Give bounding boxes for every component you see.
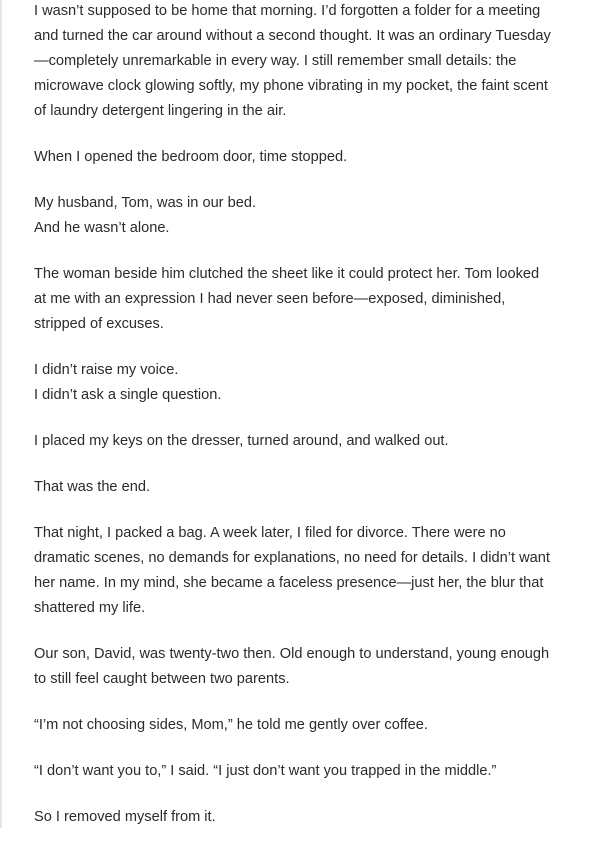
text-line: When I opened the bedroom door, time stopped. bbox=[34, 149, 348, 165]
paragraph-10 bbox=[34, 713, 582, 738]
text-line: That night, I packed a bag. A week later, I filed for divorce. There were no bbox=[34, 525, 506, 541]
text-line: So I removed myself from it. bbox=[34, 809, 216, 825]
article-body bbox=[34, 0, 582, 851]
text-line: stripped of excuses. bbox=[34, 316, 164, 332]
paragraph-11 bbox=[34, 759, 582, 784]
paragraph-5 bbox=[34, 358, 582, 408]
text-line: and turned the car around without a second thought. It was an ordinary Tuesday bbox=[34, 28, 551, 44]
text-line: I wasn’t supposed to be home that morning. I’d forgotten a folder for a meeting bbox=[34, 3, 541, 19]
text-line: of laundry detergent lingering in the air. bbox=[34, 103, 287, 119]
paragraph-12 bbox=[34, 805, 582, 830]
paragraph-9 bbox=[34, 642, 582, 692]
text-line: I didn’t raise my voice. bbox=[34, 362, 179, 378]
text-line: dramatic scenes, no demands for explanations, no need for details. I didn’t want bbox=[34, 550, 550, 566]
text-line: I didn’t ask a single question. bbox=[34, 387, 222, 403]
paragraph-2 bbox=[34, 145, 582, 170]
text-line: The woman beside him clutched the sheet like it could protect her. Tom looked bbox=[34, 266, 540, 282]
text-line: I placed my keys on the dresser, turned around, and walked out. bbox=[34, 433, 449, 449]
text-line: My husband, Tom, was in our bed. bbox=[34, 195, 256, 211]
left-border bbox=[0, 0, 2, 828]
text-line: shattered my life. bbox=[34, 600, 146, 616]
paragraph-1 bbox=[34, 0, 582, 124]
text-line: microwave clock glowing softly, my phone vibrating in my pocket, the faint scent bbox=[34, 78, 548, 94]
text-line: And he wasn’t alone. bbox=[34, 220, 170, 236]
text-line: “I’m not choosing sides, Mom,” he told me gently over coffee. bbox=[34, 717, 428, 733]
text-line: to still feel caught between two parents. bbox=[34, 671, 290, 687]
paragraph-7 bbox=[34, 475, 582, 500]
paragraph-4 bbox=[34, 262, 582, 337]
text-line: —completely unremarkable in every way. I still remember small details: the bbox=[34, 53, 517, 69]
paragraph-8 bbox=[34, 521, 582, 621]
text-line: “I don’t want you to,” I said. “I just don’t want you trapped in the middle.” bbox=[34, 763, 497, 779]
text-line: Our son, David, was twenty-two then. Old enough to understand, young enough bbox=[34, 646, 550, 662]
paragraph-3 bbox=[34, 191, 582, 241]
text-line: That was the end. bbox=[34, 479, 151, 495]
text-line: her name. In my mind, she became a faceless presence—just her, the blur that bbox=[34, 575, 544, 591]
paragraph-6 bbox=[34, 429, 582, 454]
text-line: at me with an expression I had never seen before—exposed, diminished, bbox=[34, 291, 506, 307]
